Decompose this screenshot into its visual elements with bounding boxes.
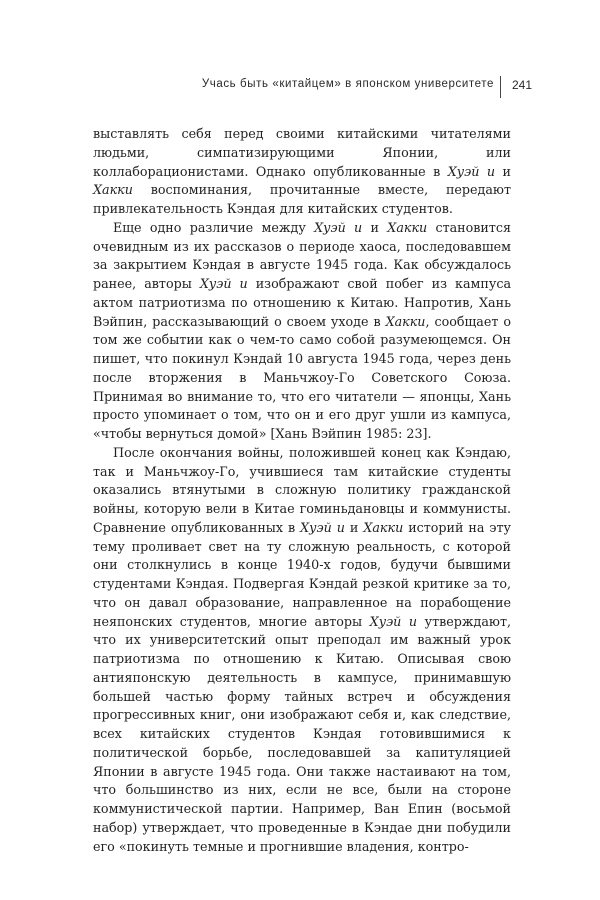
book-title-italic: Хакки [93, 182, 133, 198]
text-run: утверждают, что их университетский опыт преподал им важный урок патриотизма по отношению к Китаю. Описывая свою антияпонскую деятельность в кампусе, принимавшую большей частью форму тайных встреч и обсуждения прогрессивных книг, они изображают себя и, как следствие, всех китайских студентов Кэндая готовившимися к политической борьбе, последовавшей за капитуляцией Японии в августе 1945 года. Они также настаивают на том, что большинство из них, если не все, были на стороне коммунистической партии. Например, Ван Епин (восьмой набор) утверждает, что проведенные в Кэндае дни побудили его «покинуть темные и прогнившие владения, контро- [93, 613, 512, 854]
book-title-italic: Хакки [363, 519, 404, 535]
text-run: После окончания войны, положившей конец как Кэндаю, так и Маньчжоу-Го, учившиеся там китайские студенты оказались втянутыми в сложную политику гражданской войны, которую вели в Китае гоминьдановцы и коммунисты. Сравнение опубликованных в [93, 444, 511, 535]
text-run: и [344, 519, 364, 535]
book-title-italic: Хуэй и [369, 613, 418, 629]
body-text [93, 125, 511, 856]
book-title-italic: Хакки [387, 219, 428, 235]
book-title-italic: Хуэй и [199, 276, 248, 291]
text-run: становится очевидным из их рассказов о периоде хаоса, последовавшем за закрытием Кэндая в августе 1945 года. Как обсуждалось ранее, авторы [93, 219, 512, 291]
running-head-title: Учась быть «китайцем» в японском университете [201, 78, 494, 90]
text-run: историй на эту тему проливает свет на ту сложную реальность, с которой они столкнулись в конце 1940-х годов, будучи бывшими студентами Кэндая. Подвергая Кэндай резкой критике за то, что он давал образование, направленное на порабощение неяпонских студентов, многие авторы [93, 519, 512, 629]
paragraph [93, 444, 511, 857]
text-run: и [495, 163, 512, 179]
paragraph [93, 219, 511, 444]
text-run: воспоминания, прочитанные вместе, передают привлекательность Кэндая для китайских студентов. [93, 182, 511, 216]
text-run: изображают свой побег из кампуса актом патриотизма по отношению к Китаю. Напротив, Хань Вэйпин, рассказывающий о своем уходе в [93, 276, 512, 329]
running-head-divider [500, 76, 501, 98]
text-run: выставлять себя перед своими китайскими читателями людьми, симпатизирующими Японии, или коллаборационистами. Однако опубликованные в [93, 126, 511, 179]
text-run: и [362, 219, 388, 235]
running-head [0, 76, 600, 98]
text-run: Еще одно различие между [113, 219, 315, 235]
text-run: , сообщает о том же событии как о чем-то само собой разумеющемся. Он пишет, что покинул Кэндай 10 августа 1945 года, через день после вторжения в Маньчжоу-Го Советского Союза. Принимая во внимание то, что его читатели — японцы, Хань просто упоминает о том, что он и его друг ушли из кампуса, «чтобы вернуться домой» [Хань Вэйпин 1985: 23]. [93, 313, 511, 441]
book-title-italic: Хуэй и [300, 519, 345, 535]
book-title-italic: Хуэй и [447, 163, 496, 179]
page-number: 241 [512, 78, 533, 92]
book-title-italic: Хуэй и [314, 219, 363, 235]
book-title-italic: Хакки [385, 313, 426, 329]
paragraph [93, 125, 511, 219]
